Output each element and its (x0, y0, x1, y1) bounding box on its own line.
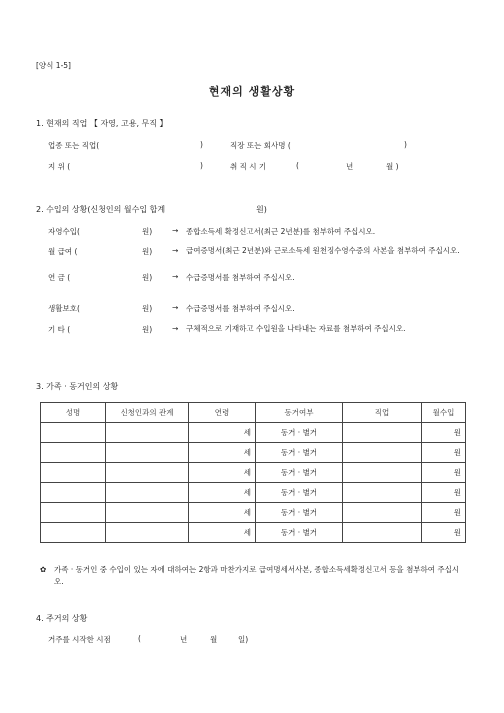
cohabitation-cell[interactable]: 동거 · 별거 (256, 483, 343, 503)
cohabitation-cell[interactable]: 동거 · 별거 (256, 503, 343, 523)
family-note: 가족 · 동거인 중 수입이 있는 자에 대하여는 2항과 마찬가지로 급여명세서사본, 종합소득세확정신고서 등을 첨부하여 주십시오. (54, 565, 460, 586)
income-self-unit: 원) (142, 227, 153, 236)
cohabitation-cell[interactable]: 동거 · 별거 (256, 523, 343, 543)
income-cell[interactable]: 원 (422, 503, 466, 523)
relation-cell[interactable] (106, 443, 189, 463)
income-other-unit: 원) (142, 325, 153, 334)
residence-start-label: 거주를 시작한 시점 (48, 635, 111, 644)
table-header-row (41, 403, 466, 423)
job-cell[interactable] (343, 443, 422, 463)
name-cell[interactable] (41, 423, 106, 443)
name-cell[interactable] (41, 503, 106, 523)
section-3-heading: 3. 가족 · 동거인의 상황 (36, 382, 119, 391)
name-cell[interactable] (41, 443, 106, 463)
income-salary-desc: 급여증명서(최근 2년분)와 근로소득세 원천징수영수증의 사본을 첨부하여 주십시오. (186, 246, 460, 255)
name-cell[interactable] (41, 523, 106, 543)
table-row (41, 423, 466, 443)
cohabitation-cell[interactable]: 동거 · 별거 (256, 443, 343, 463)
relation-cell[interactable] (106, 523, 189, 543)
relation-cell[interactable] (106, 483, 189, 503)
residence-start-open: ( (138, 634, 141, 643)
age-cell[interactable]: 세 (189, 523, 256, 543)
company-close: ) (404, 140, 407, 149)
occupation-label: 업종 또는 직업( (48, 141, 100, 150)
col-monthly-income: 월수입 (422, 403, 466, 423)
table-row (41, 523, 466, 543)
col-cohabitation: 동거여부 (256, 403, 343, 423)
col-relation: 신청인과의 관계 (106, 403, 189, 423)
page-title: 현재의 생활상황 (208, 85, 296, 98)
section-1-heading: 1. 현재의 직업 【 자영, 고용, 무직 】 (36, 119, 168, 128)
hire-date-month: 월 ) (386, 162, 399, 171)
form-number: [양식 1-5] (36, 61, 71, 70)
job-cell[interactable] (343, 423, 422, 443)
age-cell[interactable]: 세 (189, 423, 256, 443)
age-cell[interactable]: 세 (189, 443, 256, 463)
occupation-close: ) (200, 140, 203, 149)
income-welfare-label: 생활보호( (48, 304, 80, 313)
section-4-heading: 4. 주거의 상황 (36, 614, 88, 623)
hire-date-open: ( (296, 161, 299, 170)
hire-date-year: 년 (346, 162, 354, 171)
position-label: 지 위 ( (48, 162, 71, 171)
income-welfare-desc: 수급증명서를 첨부하여 주십시오. (186, 304, 295, 313)
col-name: 성명 (41, 403, 106, 423)
income-other-desc: 구체적으로 기재하고 수입원을 나타내는 자료를 첨부하여 주십시오. (186, 324, 406, 333)
arrow-icon: → (172, 272, 179, 281)
income-salary-label: 월 급여 ( (48, 247, 78, 256)
income-pension-label: 연 금 ( (48, 273, 71, 282)
age-cell[interactable]: 세 (189, 503, 256, 523)
company-label: 직장 또는 회사명 ( (230, 141, 291, 150)
income-pension-desc: 수급증명서를 첨부하여 주십시오. (186, 273, 295, 282)
income-cell[interactable]: 원 (422, 423, 466, 443)
income-cell[interactable]: 원 (422, 523, 466, 543)
table-row (41, 503, 466, 523)
residence-start-day: 일) (238, 635, 249, 644)
age-cell[interactable]: 세 (189, 463, 256, 483)
income-self-label: 자영수입( (48, 227, 80, 236)
table-row (41, 463, 466, 483)
col-age: 연령 (189, 403, 256, 423)
relation-cell[interactable] (106, 463, 189, 483)
table-row (41, 483, 466, 503)
arrow-icon: → (172, 303, 179, 312)
relation-cell[interactable] (106, 423, 189, 443)
income-salary-unit: 원) (142, 247, 153, 256)
arrow-icon: → (172, 226, 179, 235)
age-cell[interactable]: 세 (189, 483, 256, 503)
income-cell[interactable]: 원 (422, 463, 466, 483)
job-cell[interactable] (343, 503, 422, 523)
relation-cell[interactable] (106, 503, 189, 523)
income-self-desc: 종합소득세 확정신고서(최근 2년분)를 첨부하여 주십시오. (186, 227, 376, 236)
arrow-icon: → (172, 246, 179, 255)
name-cell[interactable] (41, 483, 106, 503)
flower-bullet-icon: ✿ (40, 565, 47, 574)
cohabitation-cell[interactable]: 동거 · 별거 (256, 463, 343, 483)
section-2-heading: 2. 수입의 상황(신청인의 월수입 합계 (36, 205, 166, 214)
section-2-heading-unit: 원) (256, 205, 267, 214)
income-cell[interactable]: 원 (422, 483, 466, 503)
position-close: ) (200, 161, 203, 170)
job-cell[interactable] (343, 463, 422, 483)
income-pension-unit: 원) (142, 273, 153, 282)
col-job: 직업 (343, 403, 422, 423)
job-cell[interactable] (343, 523, 422, 543)
cohabitation-cell[interactable]: 동거 · 별거 (256, 423, 343, 443)
hire-date-label: 취 직 시 기 (230, 162, 267, 171)
job-cell[interactable] (343, 483, 422, 503)
family-table (40, 402, 466, 543)
income-other-label: 기 타 ( (48, 325, 71, 334)
income-welfare-unit: 원) (142, 304, 153, 313)
income-cell[interactable]: 원 (422, 443, 466, 463)
table-row (41, 443, 466, 463)
name-cell[interactable] (41, 463, 106, 483)
arrow-icon: → (172, 324, 179, 333)
residence-start-year: 년 (180, 635, 188, 644)
residence-start-month: 월 (210, 635, 218, 644)
